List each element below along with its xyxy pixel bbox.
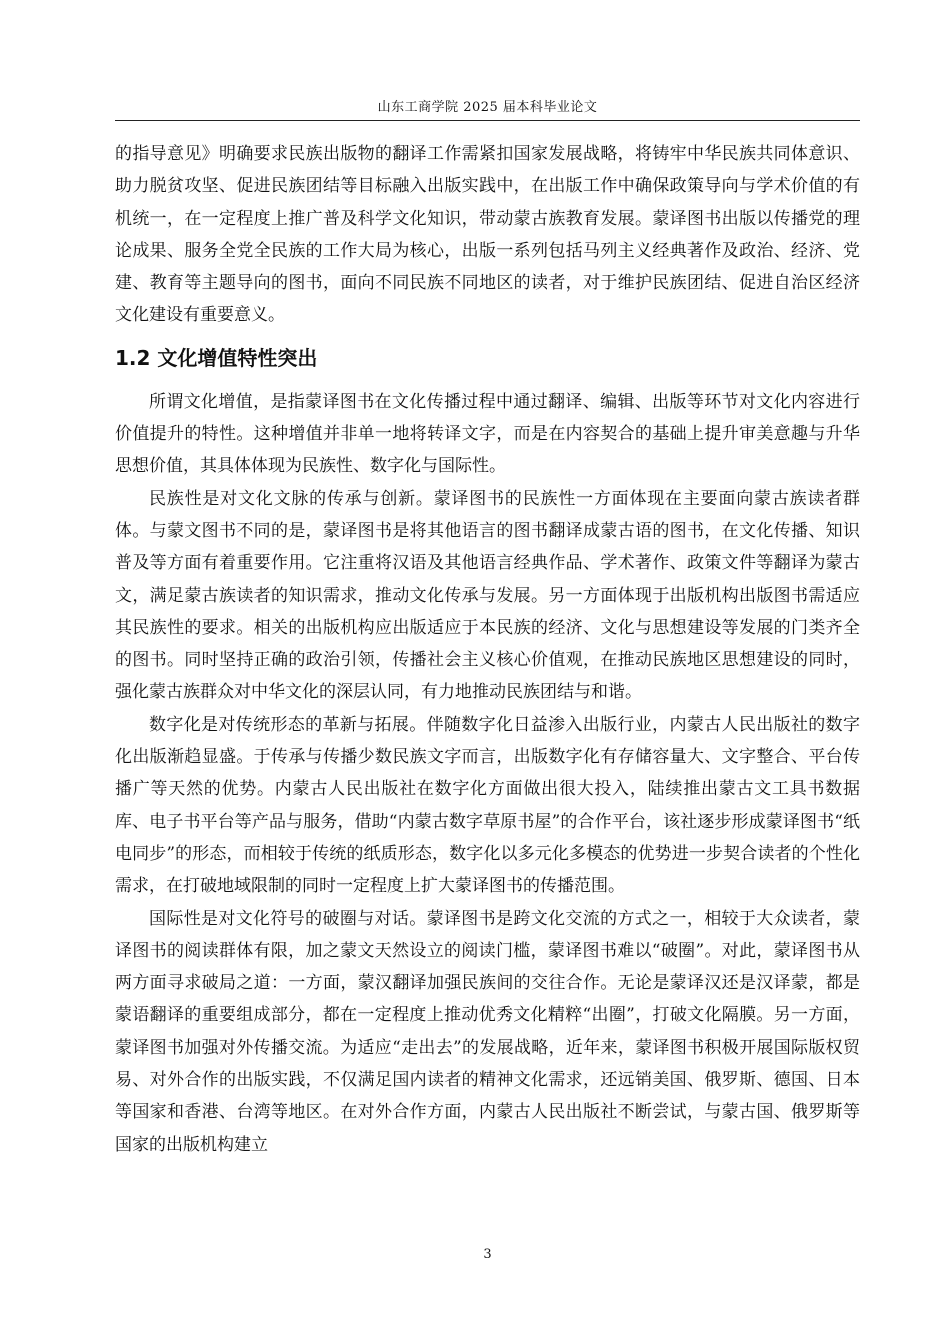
page-number: 3: [483, 1247, 492, 1262]
paragraph-1: 的指导意见》明确要求民族出版物的翻译工作需紧扣国家发展战略，将铸牢中华民族共同体意识、助力脱贫攻坚、促进民族团结等目标融入出版实践中，在出版工作中确保政策导向与学术价值的有机统一，在一定程度上推广普及科学文化知识，带动蒙古族教育发展。蒙译图书出版以传播党的理论成果、服务全党全民族的工作大局为核心，出版一系列包括马列主义经典著作及政治、经济、党建、教育等主题导向的图书，面向不同民族不同地区的读者，对于维护民族团结、促进自治区经济文化建设有重要意义。: [115, 144, 860, 326]
running-header: 山东工商学院 2025 届本科毕业论文: [377, 100, 598, 115]
body-text: [115, 138, 860, 1161]
section-heading: 1.2 文化增值特性突出: [115, 345, 318, 370]
paragraph-5: 国际性是对文化符号的破圈与对话。蒙译图书是跨文化交流的方式之一，相较于大众读者，蒙译图书的阅读群体有限，加之蒙文天然设立的阅读门槛，蒙译图书难以“破圈”。对此，蒙译图书从两方面寻求破局之道：一方面，蒙汉翻译加强民族间的交往合作。无论是蒙译汉还是汉译蒙，都是蒙语翻译的重要组成部分，都在一定程度上推动优秀文化精粹“出圈”，打破文化隔膜。另一方面，蒙译图书加强对外传播交流。为适应“走出去”的发展战略，近年来，蒙译图书积极开展国际版权贸易、对外合作的出版实践，不仅满足国内读者的精神文化需求，还远销美国、俄罗斯、德国、日本等国家和香港、台湾等地区。在对外合作方面，内蒙古人民出版社不断尝试，与蒙古国、俄罗斯等国家的出版机构建立: [115, 908, 860, 1155]
header-divider: [115, 120, 860, 121]
paragraph-2: 所谓文化增值，是指蒙译图书在文化传播过程中通过翻译、编辑、出版等环节对文化内容进行价值提升的特性。这种增值并非单一地将转译文字，而是在内容契合的基础上提升审美意趣与升华思想价值，其具体体现为民族性、数字化与国际性。: [115, 391, 860, 477]
paragraph-4: 数字化是对传统形态的革新与拓展。伴随数字化日益渗入出版行业，内蒙古人民出版社的数字化出版渐趋显盛。于传承与传播少数民族文字而言，出版数字化有存储容量大、文字整合、平台传播广等天然的优势。内蒙古人民出版社在数字化方面做出很大投入，陆续推出蒙古文工具书数据库、电子书平台等产品与服务，借助“内蒙古数字草原书屋”的合作平台，该社逐步形成蒙译图书“纸电同步”的形态，而相较于传统的纸质形态，数字化以多元化多模态的优势进一步契合读者的个性化需求，在打破地域限制的同时一定程度上扩大蒙译图书的传播范围。: [115, 714, 860, 897]
paragraph-3: 民族性是对文化文脉的传承与创新。蒙译图书的民族性一方面体现在主要面向蒙古族读者群体。与蒙文图书不同的是，蒙译图书是将其他语言的图书翻译成蒙古语的图书，在文化传播、知识普及等方面有着重要作用。它注重将汉语及其他语言经典作品、学术著作、政策文件等翻译为蒙古文，满足蒙古族读者的知识需求，推动文化传承与发展。另一方面体现于出版机构出版图书需适应其民族性的要求。相关的出版机构应出版适应于本民族的经济、文化与思想建设等发展的门类齐全的图书。同时坚持正确的政治引领，传播社会主义核心价值观，在推动民族地区思想建设的同时，强化蒙古族群众对中华文化的深层认同，有力地推动民族团结与和谐。: [115, 488, 860, 703]
